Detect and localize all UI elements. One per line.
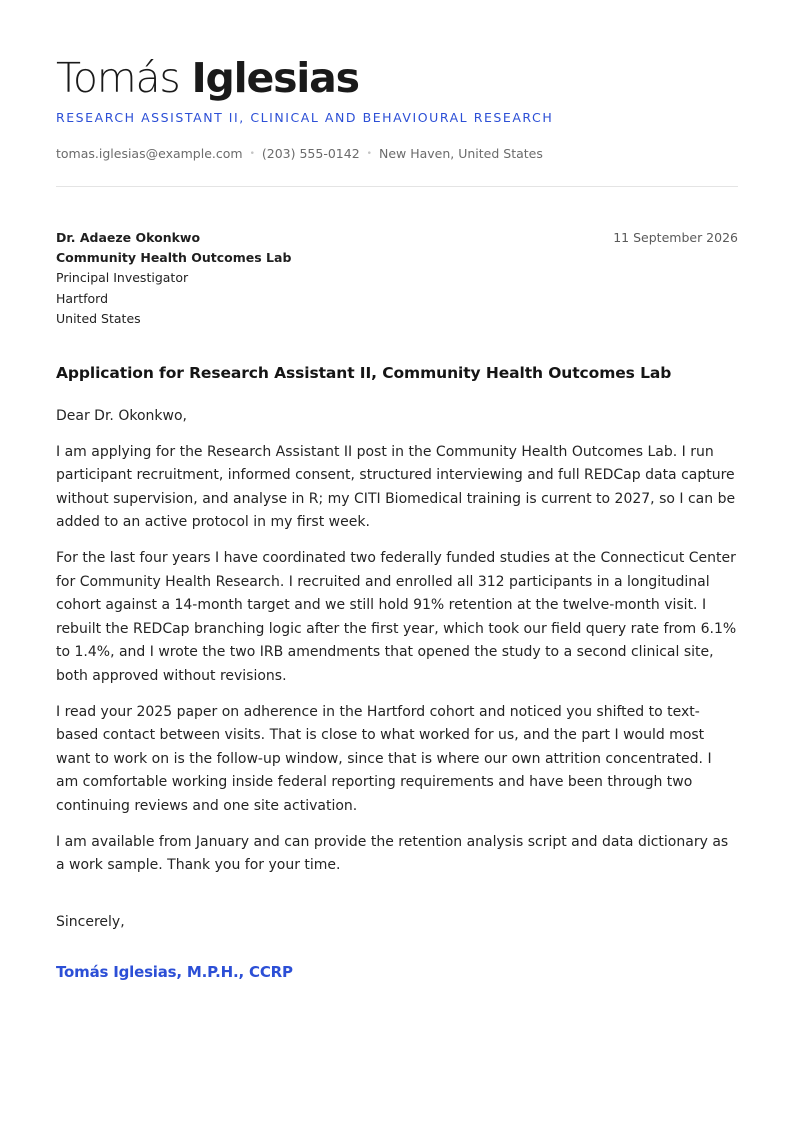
letter-paragraph: I am available from January and can provide the retention analysis script and data dictionary as a work sample. Thank you for your time. [56,833,729,874]
letter-date: 11 September 2026 [613,230,738,245]
contact-line [56,146,543,162]
recipient-country: United States [56,310,141,326]
applicant-first-name: Tomás [56,54,180,102]
header-divider [56,186,738,187]
contact-separator: • [249,149,255,159]
recipient-city: Hartford [56,290,109,306]
letter-closing: Sincerely, [56,914,125,930]
applicant-role: RESEARCH ASSISTANT II, CLINICAL AND BEHAVIOURAL RESEARCH [56,110,554,125]
letter-signature: Tomás Iglesias, M.P.H., CCRP [56,963,293,981]
letter-paragraph: I read your 2025 paper on adherence in the Hartford cohort and noticed you shifted to text-based contact between visits. That is close to what worked for us, and the part I would most want to work on is the follow-up window, since that is where our own attrition concentrated. I am comfortable working inside federal reporting requirements and have been through two continuing reviews and one site activation. [56,703,712,814]
applicant-last-name: Iglesias [191,54,359,102]
letter-greeting: Dear Dr. Okonkwo, [56,408,187,424]
contact-email: tomas.iglesias@example.com [56,146,243,161]
recipient-name: Dr. Adaeze Okonkwo [56,230,201,245]
recipient-organization: Community Health Outcomes Lab [56,250,292,266]
letter-subject: Application for Research Assistant II, Community Health Outcomes Lab [56,364,672,382]
contact-phone: (203) 555-0142 [261,146,360,161]
letter-paragraph: For the last four years I have coordinated two federally funded studies at the Connecticut Center for Community Health Research. I recruited and enrolled all 312 participants in a longitudinal cohort against a 14-month target and we still hold 91% retention at the twelve-month visit. I rebuilt the REDCap branching logic after the first year, which took our field query rate from 6.1% to 1.4%, and I wrote the two IRB amendments that opened the study to a second clinical site, both approved without revisions. [56,549,737,684]
contact-separator: • [366,149,372,159]
letter-paragraph: I am applying for the Research Assistant II post in the Community Health Outcomes Lab. I run participant recruitment, informed consent, structured interviewing and full REDCap data capture without supervision, and analyse in R; my CITI Biomedical training is current to 2027, so I can be added to an active protocol in my first week. [56,443,736,531]
applicant-name [56,53,359,103]
contact-location: New Haven, United States [378,146,543,161]
letter-body [56,405,738,890]
recipient-title: Principal Investigator [56,270,189,286]
recipient-block [56,228,291,329]
